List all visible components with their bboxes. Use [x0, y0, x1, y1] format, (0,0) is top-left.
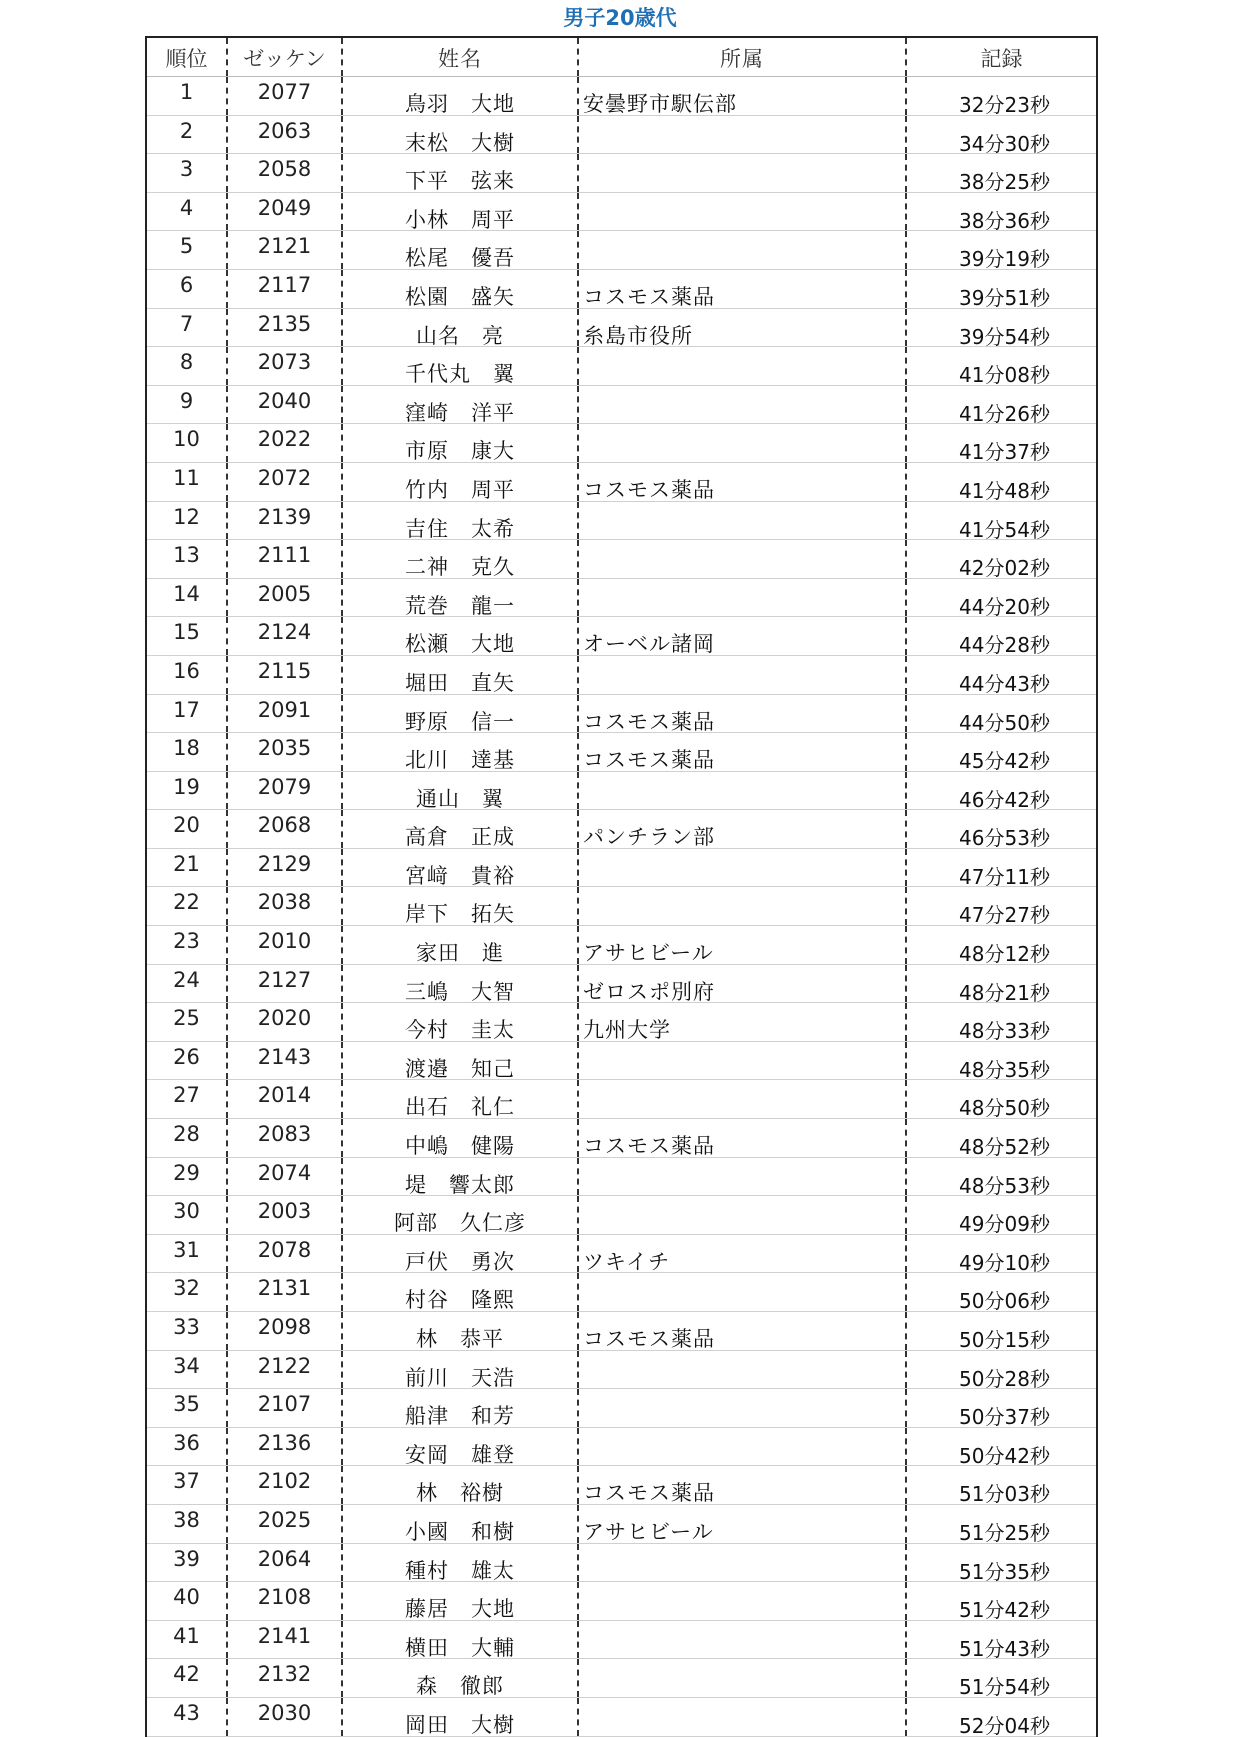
cell-name: 林 恭平: [343, 1312, 579, 1350]
cell-name: 鳥羽 大地: [343, 77, 579, 115]
cell-affiliation: [579, 1621, 907, 1659]
cell-affiliation: [579, 1659, 907, 1697]
cell-name: 安岡 雄登: [343, 1428, 579, 1466]
cell-name: 二神 克久: [343, 540, 579, 578]
cell-rank: 7: [147, 309, 228, 347]
table-row: [147, 116, 1096, 155]
table-row: [147, 1621, 1096, 1660]
table-row: [147, 347, 1096, 386]
cell-record: 41分37秒: [959, 440, 1050, 462]
cell-bib: 2083: [228, 1119, 343, 1157]
cell-bib: 2003: [228, 1196, 343, 1234]
table-row: [147, 1659, 1096, 1698]
header-rank: 順位: [147, 38, 228, 76]
table-row: [147, 309, 1096, 348]
cell-bib: 2129: [228, 849, 343, 887]
cell-bib: 2107: [228, 1389, 343, 1427]
table-row: [147, 1428, 1096, 1467]
cell-record: 50分42秒: [959, 1443, 1050, 1466]
cell-name: 林 裕樹: [343, 1466, 579, 1504]
cell-record: 48分33秒: [959, 1019, 1050, 1041]
cell-rank: 11: [147, 463, 228, 501]
cell-rank: 12: [147, 502, 228, 540]
cell-bib: 2091: [228, 695, 343, 733]
cell-record: 48分50秒: [959, 1096, 1050, 1119]
cell-affiliation: ゼロスポ別府: [579, 965, 907, 1003]
table-row: [147, 77, 1096, 116]
cell-rank: 18: [147, 733, 228, 771]
cell-affiliation: パンチラン部: [579, 810, 907, 848]
cell-name: 荒巻 龍一: [343, 579, 579, 617]
cell-affiliation: [579, 1158, 907, 1196]
cell-rank: 36: [147, 1428, 228, 1466]
cell-bib: 2005: [228, 579, 343, 617]
cell-affiliation: コスモス薬品: [579, 1312, 907, 1350]
cell-rank: 28: [147, 1119, 228, 1157]
cell-name: 小國 和樹: [343, 1505, 579, 1543]
table-row: [147, 772, 1096, 811]
cell-affiliation: [579, 1080, 907, 1118]
cell-bib: 2014: [228, 1080, 343, 1118]
cell-name: 下平 弦来: [343, 154, 579, 192]
cell-bib: 2058: [228, 154, 343, 192]
cell-affiliation: [579, 154, 907, 192]
cell-name: 窪崎 洋平: [343, 386, 579, 424]
cell-name: 高倉 正成: [343, 810, 579, 848]
cell-affiliation: [579, 231, 907, 269]
cell-name: 末松 大樹: [343, 116, 579, 154]
cell-bib: 2136: [228, 1428, 343, 1466]
cell-record: 50分15秒: [959, 1328, 1050, 1350]
cell-record: 34分30秒: [959, 131, 1050, 154]
cell-record: 47分11秒: [959, 864, 1050, 887]
cell-rank: 4: [147, 193, 228, 231]
cell-rank: 23: [147, 926, 228, 964]
cell-rank: 30: [147, 1196, 228, 1234]
table-row: [147, 231, 1096, 270]
results-table: [145, 36, 1098, 1737]
table-header-row: [147, 38, 1096, 77]
cell-rank: 10: [147, 424, 228, 462]
cell-affiliation: アサヒビール: [579, 1505, 907, 1543]
table-row: [147, 502, 1096, 541]
table-row: [147, 810, 1096, 849]
table-row: [147, 1698, 1096, 1737]
cell-record: 39分51秒: [959, 285, 1050, 308]
table-row: [147, 1042, 1096, 1081]
cell-name: 藤居 大地: [343, 1582, 579, 1620]
table-row: [147, 193, 1096, 232]
cell-rank: 38: [147, 1505, 228, 1543]
cell-name: 岡田 大樹: [343, 1698, 579, 1736]
cell-rank: 31: [147, 1235, 228, 1273]
cell-rank: 33: [147, 1312, 228, 1350]
cell-name: 堤 響太郎: [343, 1158, 579, 1196]
cell-affiliation: [579, 386, 907, 424]
cell-record: 51分42秒: [959, 1598, 1050, 1620]
page-title: 男子20歳代: [563, 6, 677, 30]
table-row: [147, 1312, 1096, 1351]
cell-record: 44分50秒: [959, 710, 1050, 733]
cell-rank: 34: [147, 1351, 228, 1389]
cell-rank: 24: [147, 965, 228, 1003]
cell-record: 52分04秒: [959, 1713, 1050, 1736]
cell-affiliation: [579, 656, 907, 694]
cell-bib: 2040: [228, 386, 343, 424]
cell-affiliation: コスモス薬品: [579, 695, 907, 733]
cell-record: 50分28秒: [959, 1366, 1050, 1389]
cell-bib: 2030: [228, 1698, 343, 1736]
table-body: [147, 77, 1096, 1737]
cell-name: 今村 圭太: [343, 1003, 579, 1041]
cell-record: 49分09秒: [959, 1212, 1050, 1234]
cell-rank: 37: [147, 1466, 228, 1504]
table-row: [147, 386, 1096, 425]
cell-affiliation: [579, 347, 907, 385]
cell-bib: 2035: [228, 733, 343, 771]
cell-record: 48分35秒: [959, 1057, 1050, 1080]
table-row: [147, 1080, 1096, 1119]
cell-name: 中嶋 健陽: [343, 1119, 579, 1157]
cell-rank: 39: [147, 1544, 228, 1582]
header-affiliation: 所属: [579, 38, 907, 76]
cell-record: 41分26秒: [959, 401, 1050, 424]
table-row: [147, 424, 1096, 463]
cell-affiliation: アサヒビール: [579, 926, 907, 964]
table-row: [147, 887, 1096, 926]
table-row: [147, 1235, 1096, 1274]
cell-bib: 2010: [228, 926, 343, 964]
cell-rank: 6: [147, 270, 228, 308]
table-row: [147, 1158, 1096, 1197]
cell-record: 41分54秒: [959, 517, 1050, 540]
table-row: [147, 1119, 1096, 1158]
cell-record: 48分53秒: [959, 1173, 1050, 1196]
cell-record: 51分03秒: [959, 1482, 1050, 1504]
table-row: [147, 849, 1096, 888]
cell-affiliation: [579, 1196, 907, 1234]
cell-bib: 2068: [228, 810, 343, 848]
cell-affiliation: [579, 502, 907, 540]
cell-affiliation: コスモス薬品: [579, 463, 907, 501]
table-row: [147, 1196, 1096, 1235]
cell-affiliation: [579, 1389, 907, 1427]
cell-name: 横田 大輔: [343, 1621, 579, 1659]
cell-rank: 17: [147, 695, 228, 733]
cell-name: 松尾 優吾: [343, 231, 579, 269]
cell-affiliation: [579, 1544, 907, 1582]
cell-name: 出石 礼仁: [343, 1080, 579, 1118]
table-row: [147, 656, 1096, 695]
cell-name: 船津 和芳: [343, 1389, 579, 1427]
cell-record: 45分42秒: [959, 749, 1050, 771]
table-row: [147, 695, 1096, 734]
cell-name: 松瀬 大地: [343, 617, 579, 655]
table-row: [147, 1544, 1096, 1583]
cell-name: 北川 達基: [343, 733, 579, 771]
cell-record: 42分02秒: [959, 556, 1050, 578]
cell-affiliation: [579, 116, 907, 154]
cell-name: 岸下 拓矢: [343, 887, 579, 925]
cell-record: 47分27秒: [959, 903, 1050, 926]
table-row: [147, 1466, 1096, 1505]
cell-record: 44分20秒: [959, 594, 1050, 617]
table-row: [147, 965, 1096, 1004]
cell-affiliation: [579, 849, 907, 887]
cell-bib: 2121: [228, 231, 343, 269]
cell-name: 阿部 久仁彦: [343, 1196, 579, 1234]
table-row: [147, 1582, 1096, 1621]
table-row: [147, 270, 1096, 309]
cell-bib: 2074: [228, 1158, 343, 1196]
header-record: 記録: [980, 47, 1023, 71]
cell-affiliation: コスモス薬品: [579, 733, 907, 771]
table-row: [147, 540, 1096, 579]
table-row: [147, 926, 1096, 965]
cell-rank: 8: [147, 347, 228, 385]
cell-bib: 2102: [228, 1466, 343, 1504]
cell-bib: 2131: [228, 1273, 343, 1311]
cell-name: 宮﨑 貴裕: [343, 849, 579, 887]
cell-name: 家田 進: [343, 926, 579, 964]
cell-name: 野原 信一: [343, 695, 579, 733]
cell-bib: 2139: [228, 502, 343, 540]
table-row: [147, 579, 1096, 618]
cell-record: 41分08秒: [959, 363, 1050, 385]
cell-bib: 2079: [228, 772, 343, 810]
cell-bib: 2049: [228, 193, 343, 231]
cell-bib: 2098: [228, 1312, 343, 1350]
cell-affiliation: ツキイチ: [579, 1235, 907, 1273]
cell-rank: 14: [147, 579, 228, 617]
cell-rank: 22: [147, 887, 228, 925]
cell-affiliation: 九州大学: [579, 1003, 907, 1041]
cell-bib: 2072: [228, 463, 343, 501]
cell-bib: 2143: [228, 1042, 343, 1080]
cell-name: 千代丸 翼: [343, 347, 579, 385]
cell-bib: 2111: [228, 540, 343, 578]
cell-record: 39分19秒: [959, 247, 1050, 269]
cell-record: 48分21秒: [959, 980, 1050, 1003]
cell-record: 50分06秒: [959, 1289, 1050, 1311]
cell-bib: 2135: [228, 309, 343, 347]
table-row: [147, 617, 1096, 656]
cell-affiliation: [579, 540, 907, 578]
cell-affiliation: [579, 579, 907, 617]
cell-bib: 2022: [228, 424, 343, 462]
cell-name: 種村 雄太: [343, 1544, 579, 1582]
cell-record: 38分36秒: [959, 208, 1050, 231]
cell-record: 46分53秒: [959, 826, 1050, 848]
cell-affiliation: [579, 1698, 907, 1736]
cell-record: 46分42秒: [959, 787, 1050, 810]
cell-name: 吉住 太希: [343, 502, 579, 540]
cell-record: 44分28秒: [959, 633, 1050, 655]
cell-name: 村谷 隆熙: [343, 1273, 579, 1311]
cell-affiliation: [579, 193, 907, 231]
table-row: [147, 463, 1096, 502]
cell-bib: 2141: [228, 1621, 343, 1659]
cell-affiliation: [579, 887, 907, 925]
cell-name: 前川 天浩: [343, 1351, 579, 1389]
cell-rank: 29: [147, 1158, 228, 1196]
cell-name: 三嶋 大智: [343, 965, 579, 1003]
cell-rank: 40: [147, 1582, 228, 1620]
table-row: [147, 1003, 1096, 1042]
cell-affiliation: オーベル諸岡: [579, 617, 907, 655]
cell-record: 32分23秒: [959, 93, 1050, 115]
cell-bib: 2063: [228, 116, 343, 154]
cell-rank: 13: [147, 540, 228, 578]
cell-rank: 41: [147, 1621, 228, 1659]
cell-bib: 2115: [228, 656, 343, 694]
cell-record: 38分25秒: [959, 170, 1050, 192]
cell-rank: 21: [147, 849, 228, 887]
cell-bib: 2020: [228, 1003, 343, 1041]
cell-bib: 2077: [228, 77, 343, 115]
cell-affiliation: [579, 1273, 907, 1311]
cell-affiliation: [579, 1582, 907, 1620]
cell-record: 48分52秒: [959, 1135, 1050, 1157]
cell-record: 48分12秒: [959, 942, 1050, 964]
cell-bib: 2078: [228, 1235, 343, 1273]
cell-name: 松園 盛矢: [343, 270, 579, 308]
cell-affiliation: [579, 424, 907, 462]
cell-affiliation: [579, 1042, 907, 1080]
cell-affiliation: [579, 1351, 907, 1389]
cell-record: 49分10秒: [959, 1250, 1050, 1273]
cell-rank: 2: [147, 116, 228, 154]
cell-name: 山名 亮: [343, 309, 579, 347]
cell-rank: 26: [147, 1042, 228, 1080]
cell-bib: 2124: [228, 617, 343, 655]
cell-record: 44分43秒: [959, 671, 1050, 694]
cell-rank: 32: [147, 1273, 228, 1311]
cell-rank: 5: [147, 231, 228, 269]
cell-affiliation: 安曇野市駅伝部: [579, 77, 907, 115]
cell-record: 51分43秒: [959, 1636, 1050, 1659]
cell-rank: 43: [147, 1698, 228, 1736]
header-bib: ゼッケン: [228, 38, 343, 76]
cell-name: 堀田 直矢: [343, 656, 579, 694]
cell-record: 41分48秒: [959, 478, 1050, 501]
cell-affiliation: [579, 1428, 907, 1466]
cell-bib: 2108: [228, 1582, 343, 1620]
cell-affiliation: コスモス薬品: [579, 270, 907, 308]
table-row: [147, 1351, 1096, 1390]
cell-record: 51分35秒: [959, 1559, 1050, 1582]
cell-bib: 2127: [228, 965, 343, 1003]
cell-rank: 9: [147, 386, 228, 424]
cell-name: 渡邉 知己: [343, 1042, 579, 1080]
cell-bib: 2025: [228, 1505, 343, 1543]
cell-bib: 2073: [228, 347, 343, 385]
cell-rank: 25: [147, 1003, 228, 1041]
cell-rank: 35: [147, 1389, 228, 1427]
cell-name: 通山 翼: [343, 772, 579, 810]
cell-name: 市原 康大: [343, 424, 579, 462]
cell-bib: 2064: [228, 1544, 343, 1582]
table-row: [147, 1389, 1096, 1428]
table-row: [147, 154, 1096, 193]
cell-record: 51分54秒: [959, 1675, 1050, 1697]
cell-record: 51分25秒: [959, 1520, 1050, 1543]
cell-name: 森 徹郎: [343, 1659, 579, 1697]
cell-rank: 15: [147, 617, 228, 655]
cell-rank: 16: [147, 656, 228, 694]
cell-name: 戸伏 勇次: [343, 1235, 579, 1273]
table-row: [147, 733, 1096, 772]
cell-rank: 42: [147, 1659, 228, 1697]
cell-affiliation: 糸島市役所: [579, 309, 907, 347]
table-row: [147, 1273, 1096, 1312]
table-row: [147, 1505, 1096, 1544]
cell-record: 39分54秒: [959, 324, 1050, 347]
cell-rank: 20: [147, 810, 228, 848]
cell-bib: 2038: [228, 887, 343, 925]
cell-bib: 2117: [228, 270, 343, 308]
cell-name: 竹内 周平: [343, 463, 579, 501]
cell-rank: 3: [147, 154, 228, 192]
cell-bib: 2132: [228, 1659, 343, 1697]
cell-record: 50分37秒: [959, 1405, 1050, 1427]
cell-rank: 1: [147, 77, 228, 115]
cell-name: 小林 周平: [343, 193, 579, 231]
header-name: 姓名: [343, 38, 579, 76]
cell-affiliation: コスモス薬品: [579, 1119, 907, 1157]
cell-affiliation: コスモス薬品: [579, 1466, 907, 1504]
cell-bib: 2122: [228, 1351, 343, 1389]
cell-rank: 19: [147, 772, 228, 810]
cell-rank: 27: [147, 1080, 228, 1118]
cell-affiliation: [579, 772, 907, 810]
